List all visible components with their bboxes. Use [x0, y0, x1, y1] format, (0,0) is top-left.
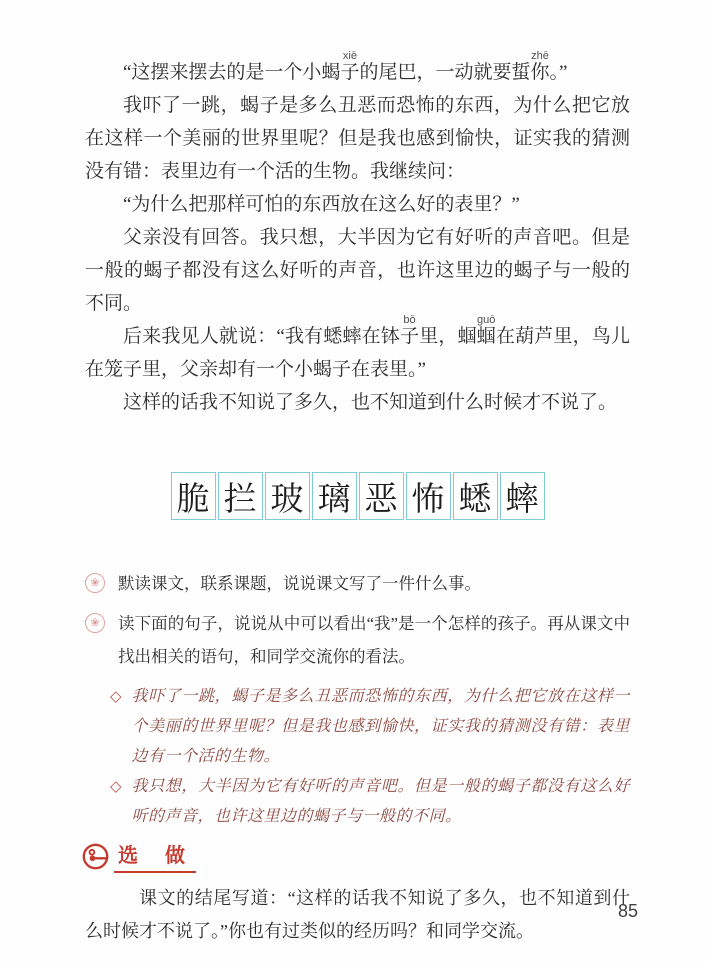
optional-section — [85, 839, 630, 948]
diamond-icon: ◇ — [110, 689, 122, 705]
paragraph: “为什么把那样可怕的东西放在这么好的表里？” — [123, 194, 520, 215]
annotated-character: 钵 bō — [381, 326, 400, 347]
main-text — [85, 50, 630, 419]
character-box: 拦 — [218, 472, 263, 520]
character-box: 蟀 — [500, 472, 545, 520]
paragraph: 父亲没有回答。我只想，大半因为它有好听的声音吧。但是一般的蝎子都没有这么好听的声音，也许这里边的蝎子与一般的不同。 — [85, 227, 630, 314]
quote-list — [85, 682, 630, 832]
flower-medallion-icon: ❀ — [85, 573, 105, 593]
pinyin-annotation: xiē — [342, 50, 357, 62]
exercise-list — [85, 567, 630, 673]
diamond-icon: ◇ — [110, 779, 122, 795]
character-box: 玻 — [265, 472, 310, 520]
character-box: 璃 — [312, 472, 357, 520]
quote-text: 我吓了一跳，蝎子是多么丑恶而恐怖的东西，为什么把它放在这样一个美丽的世界里呢？但是我也感到愉快，证实我的猜测没有错：表里边有一个活的生物。 — [131, 688, 630, 765]
exercise-item — [85, 567, 630, 600]
annotated-character: 蜇 zhē — [511, 62, 530, 83]
optional-section-header — [82, 839, 630, 873]
pinyin-annotation: bō — [403, 314, 416, 326]
character-box: 恶 — [359, 472, 404, 520]
new-characters-row — [85, 472, 630, 520]
character-box: 怖 — [406, 472, 451, 520]
pinyin-annotation: guō — [476, 314, 496, 326]
flower-medallion-icon: ❀ — [85, 613, 105, 633]
exercise-item — [85, 607, 630, 673]
paragraph: 后来我见人就说：“我有蟋蟀在钵 bō 子里，蝈 guō 蝈在葫芦里，鸟儿在笼子里，父亲却有一个小蝎子在表里。” — [85, 314, 630, 380]
page-content — [85, 50, 630, 948]
optional-section-text: 课文的结尾写道：“这样的话我不知说了多久，也不知道到什么时候才不说了。”你也有过类似的经历吗？和同学交流。 — [85, 888, 630, 941]
pinyin-annotation: zhē — [531, 50, 549, 62]
paragraph: “这摆来摆去的是一个小蝎 xiē 子的尾巴，一动就要蜇 zhē 你。” — [123, 50, 568, 83]
pen-circle-icon — [82, 843, 109, 870]
quote-item — [110, 682, 630, 772]
paragraph: 我吓了一跳，蝎子是多么丑恶而恐怖的东西，为什么把它放在这样一个美丽的世界里呢？但是我也感到愉快，证实我的猜测没有错：表里边有一个活的生物。我继续问： — [85, 95, 630, 182]
optional-section-label: 选 做 — [114, 839, 196, 873]
quote-text: 我只想，大半因为它有好听的声音吧。但是一般的蝎子都没有这么好听的声音，也许这里边的蝎子与一般的不同。 — [131, 778, 630, 825]
character-box: 蟋 — [453, 472, 498, 520]
exercise-text: 默读课文，联系课题，说说课文写了一件什么事。 — [118, 574, 481, 593]
quote-item — [110, 772, 630, 832]
paragraph: 这样的话我不知说了多久，也不知道到什么时候才不说了。 — [123, 392, 618, 413]
annotated-character: 蝈 guō — [458, 326, 477, 347]
annotated-character: 蝎 xiē — [321, 62, 340, 83]
exercise-text: 读下面的句子，说说从中可以看出“我”是一个怎样的孩子。再从课文中找出相关的语句，和同学交流你的看法。 — [118, 614, 630, 666]
character-box: 脆 — [171, 472, 216, 520]
page-number: 85 — [618, 901, 639, 921]
